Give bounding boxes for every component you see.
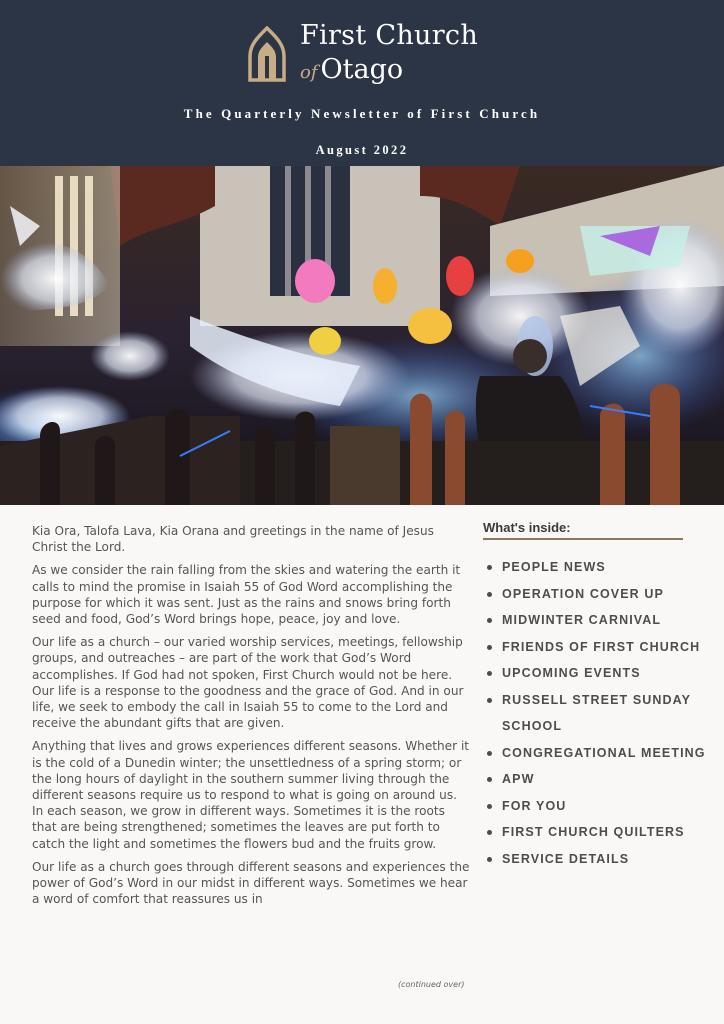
- continued-note: (continued over): [398, 980, 465, 989]
- contents-item[interactable]: [482, 766, 722, 793]
- bullet-icon: [487, 698, 492, 703]
- contents-item[interactable]: [482, 634, 722, 661]
- contents-item[interactable]: [482, 687, 722, 740]
- intro-paragraph: Anything that lives and grows experiences different seasons. Whether it is the cold of a Dunedin winter; the unsettledness of a spring storm; or the long hours of daylight in the southern summer living through the different seasons require us to respond to what is going on around us. In each season, we grow in different ways. Sometimes it is the roots that are being strengthened; sometimes the leaves are put forth to catch the light and sometimes the flowers bud and the fruits grow.: [32, 739, 470, 851]
- bullet-icon: [487, 618, 492, 623]
- bullet-icon: [487, 857, 492, 862]
- bullet-icon: [487, 751, 492, 756]
- contents-item[interactable]: [482, 581, 722, 608]
- brand-name: First Church: [300, 20, 479, 51]
- contents-item-label: RUSSELL STREET SUNDAY SCHOOL: [502, 692, 691, 733]
- brand-location: Otago: [320, 54, 404, 85]
- contents-item[interactable]: [482, 554, 722, 581]
- bullet-icon: [487, 645, 492, 650]
- intro-letter: [32, 523, 472, 914]
- contents-item-label: UPCOMING EVENTS: [502, 666, 641, 680]
- newsletter-header: [0, 0, 724, 166]
- contents-item[interactable]: [482, 660, 722, 687]
- contents-item-label: FOR YOU: [502, 798, 567, 813]
- brand-subname: [300, 54, 403, 85]
- contents-item-label: APW: [502, 772, 535, 786]
- church-window-icon: [247, 26, 287, 82]
- intro-paragraph: Our life as a church – our varied worship services, meetings, fellowship groups, and outreaches – are part of the work that God’s Word accomplishes. If God had not spoken, First Church would not be here. Our life is a response to the goodness and the grace of God. And in our life, we seek to embody the call in Isaiah 55 to come to the Lord and receive the abundant gifts that are given.: [32, 635, 464, 731]
- contents-item-label: PEOPLE NEWS: [502, 560, 606, 574]
- bullet-icon: [487, 565, 492, 570]
- bullet-icon: [487, 671, 492, 676]
- intro-paragraph: Kia Ora, Talofa Lava, Kia Orana and greetings in the name of Jesus Christ the Lord.: [32, 524, 434, 555]
- contents-item[interactable]: [482, 740, 722, 767]
- contents-item[interactable]: [482, 846, 722, 873]
- intro-paragraph: As we consider the rain falling from the skies and watering the earth it calls to mind the promise in Isaiah 55 of God Word accomplishing the purpose for which it was sent. Just as the rains and snows bring forth seed and food, God’s Word brings hope, peace, joy and love.: [32, 563, 461, 627]
- contents-item[interactable]: [482, 607, 722, 634]
- contents-item[interactable]: [482, 793, 722, 820]
- brand-of: of: [300, 62, 318, 83]
- contents-title: What's inside:: [483, 520, 571, 535]
- contents-item[interactable]: [482, 819, 722, 846]
- lantern-photo: [0, 166, 724, 505]
- bullet-icon: [487, 830, 492, 835]
- contents-item-label: SERVICE DETAILS: [502, 851, 630, 866]
- intro-paragraph: Our life as a church goes through different seasons and experiences the power of God’s Word in our midst in different ways. Sometimes we hear a word of comfort that reassures us in: [32, 859, 470, 907]
- bullet-icon: [487, 804, 492, 809]
- contents-list: [482, 554, 722, 872]
- contents-divider: [483, 538, 683, 540]
- bullet-icon: [487, 777, 492, 782]
- contents-item-label: CONGREGATIONAL MEETING: [502, 745, 706, 760]
- contents-item-label: OPERATION COVER UP: [502, 586, 664, 601]
- contents-item-label: MIDWINTER CARNIVAL: [502, 613, 662, 627]
- newsletter-tagline: The Quarterly Newsletter of First Church: [183, 106, 541, 121]
- bullet-icon: [487, 592, 492, 597]
- contents-item-label: FIRST CHURCH QUILTERS: [502, 825, 685, 839]
- issue-date: August 2022: [315, 143, 409, 157]
- contents-item-label: FRIENDS OF FIRST CHURCH: [502, 639, 701, 654]
